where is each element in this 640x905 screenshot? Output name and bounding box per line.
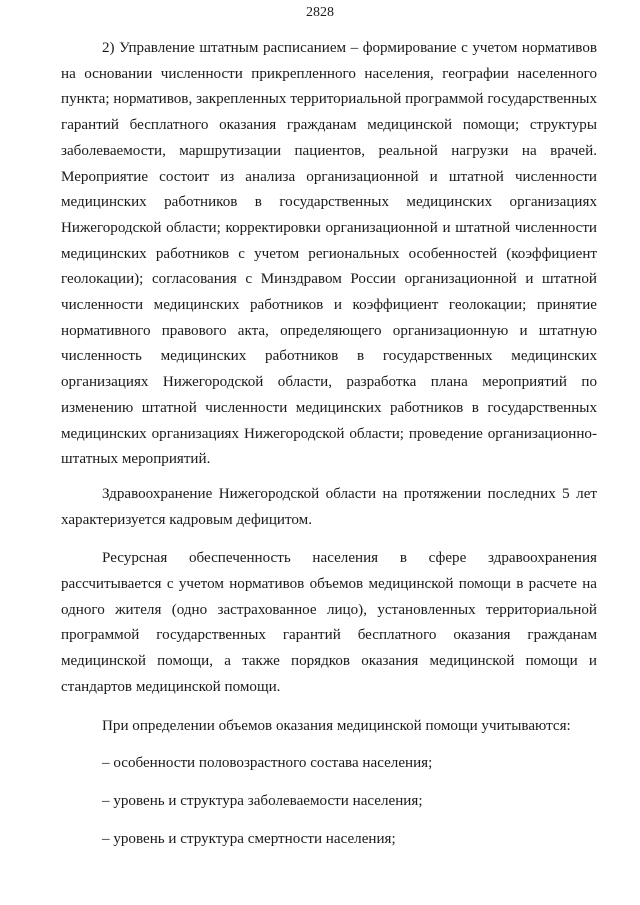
paragraph-volume-criteria-intro: При определении объемов оказания медицинской помощи учитываются: [102,717,571,734]
list-item-morbidity: – уровень и структура заболеваемости населения; [102,792,423,809]
body-text [61,36,597,852]
paragraph-staff-deficit: Здравоохранение Нижегородской области на протяжении последних 5 лет характеризуется кадровым дефицитом. [61,485,597,528]
paragraph-resource-provision: Ресурсная обеспеченность населения в сфере здравоохранения рассчитывается с учетом нормативов объемов медицинской помощи в расчете на одного жителя (одно застрахованное лицо), установленных территориальной программой государственных гарантий бесплатного оказания гражданам медицинской помощи, а также порядков оказания медицинской помощи и стандартов медицинской помощи. [61,550,597,695]
paragraph-staffing-management: 2) Управление штатным расписанием – формирование с учетом нормативов на основании численности прикрепленного населения, географии населенного пункта; нормативов, закрепленных территориальной программой государственных гарантий бесплатного оказания гражданам медицинской помощи; структуры заболеваемости, маршрутизации пациентов, реальной нагрузки на врачей. Мероприятие состоит из анализа организационной и штатной численности медицинских работников в государственных медицинских организациях Нижегородской области; корректировки организационной и штатной численности медицинских работников с учетом региональных особенностей (коэффициент геолокации); согласования с Минздравом России организационной и штатной численности медицинских работников и коэффициент геолокации; принятие нормативного правового акта, определяющего организационную и штатную численность медицинских работников в государственных медицинских организациях Нижегородской области, разработка плана мероприятий по изменению штатной численности медицинских работников в государственных медицинских организациях Нижегородской области; проведение организационно-штатных мероприятий. [61,40,597,468]
list-item-mortality: – уровень и структура смертности населения; [102,830,396,847]
page-number: 2828 [306,5,334,20]
list-item-age-sex-structure: – особенности половозрастного состава населения; [102,755,433,772]
